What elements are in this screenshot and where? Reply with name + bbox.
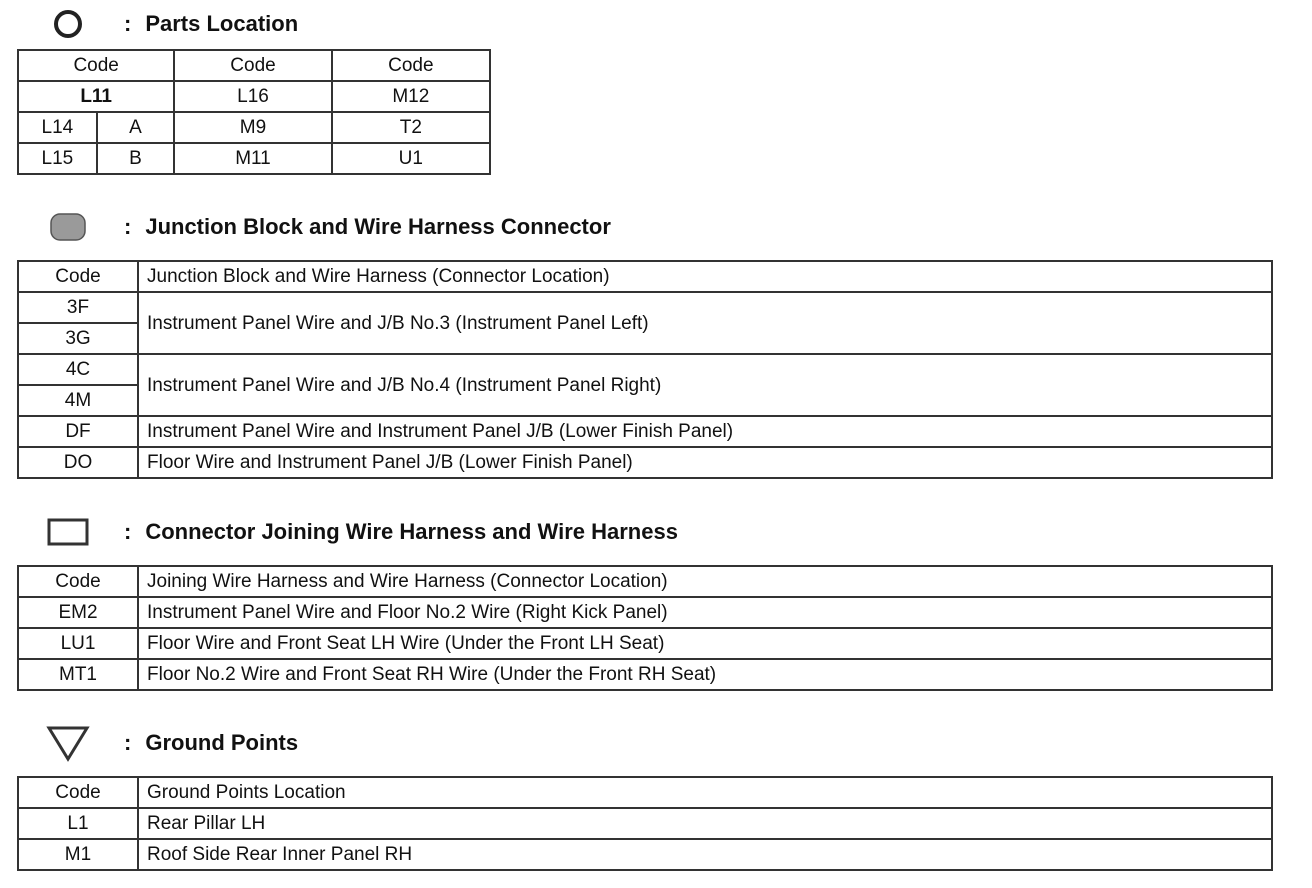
code-cell: 3F [18, 292, 138, 323]
code-cell: M11 [174, 143, 331, 174]
table-row [18, 839, 1272, 870]
table-header-row [18, 261, 1272, 292]
header-code-cell: Code [18, 261, 138, 292]
code-cell: L16 [174, 81, 331, 112]
parts-location-heading [40, 7, 298, 41]
code-cell: 4C [18, 354, 138, 385]
ground-points-heading [40, 726, 298, 760]
header-cell: Code [332, 50, 490, 81]
table-row [18, 416, 1272, 447]
code-cell: U1 [332, 143, 490, 174]
connector-joining-table [17, 565, 1273, 691]
junction-block-heading [40, 210, 611, 244]
colon: : [124, 730, 132, 755]
desc-cell: Instrument Panel Wire and Floor No.2 Wire (Right Kick Panel) [138, 597, 1272, 628]
table-row [18, 628, 1272, 659]
header-desc-cell: Junction Block and Wire Harness (Connector Location) [138, 261, 1272, 292]
code-cell: EM2 [18, 597, 138, 628]
code-cell: L1 [18, 808, 138, 839]
desc-cell: Instrument Panel Wire and Instrument Panel J/B (Lower Finish Panel) [138, 416, 1272, 447]
desc-cell: Instrument Panel Wire and J/B No.4 (Instrument Panel Right) [138, 354, 1272, 416]
section-title: Connector Joining Wire Harness and Wire Harness [145, 519, 678, 544]
header-desc-cell: Joining Wire Harness and Wire Harness (Connector Location) [138, 566, 1272, 597]
ground-points-table [17, 776, 1273, 871]
table-header-row [18, 777, 1272, 808]
shaded-rounded-rect-icon [40, 210, 96, 244]
desc-cell: Floor No.2 Wire and Front Seat RH Wire (Under the Front RH Seat) [138, 659, 1272, 690]
circle-icon [40, 7, 96, 41]
table-row [18, 292, 1272, 323]
table-row [18, 597, 1272, 628]
colon: : [124, 11, 132, 36]
header-cell: Code [174, 50, 331, 81]
desc-cell: Floor Wire and Instrument Panel J/B (Lower Finish Panel) [138, 447, 1272, 478]
code-cell: MT1 [18, 659, 138, 690]
desc-cell: Roof Side Rear Inner Panel RH [138, 839, 1272, 870]
colon: : [124, 214, 132, 239]
table-row [18, 112, 490, 143]
parts-location-table [17, 49, 491, 175]
code-cell: L11 [18, 81, 174, 112]
junction-block-table [17, 260, 1273, 479]
header-code-cell: Code [18, 566, 138, 597]
rectangle-icon [40, 515, 96, 549]
code-cell: T2 [332, 112, 490, 143]
table-header-row [18, 50, 490, 81]
code-cell: M1 [18, 839, 138, 870]
section-title: Parts Location [145, 11, 299, 36]
code-cell: M12 [332, 81, 490, 112]
table-row [18, 354, 1272, 385]
table-row [18, 143, 490, 174]
desc-cell: Floor Wire and Front Seat LH Wire (Under the Front LH Seat) [138, 628, 1272, 659]
table-row [18, 447, 1272, 478]
code-cell: M9 [174, 112, 331, 143]
code-cell: B [97, 143, 175, 174]
code-cell: A [97, 112, 175, 143]
code-cell: L14 [18, 112, 97, 143]
table-row [18, 81, 490, 112]
code-cell: 4M [18, 385, 138, 416]
header-cell: Code [18, 50, 174, 81]
table-header-row [18, 566, 1272, 597]
section-title: Junction Block and Wire Harness Connector [145, 214, 611, 239]
inverted-triangle-icon [40, 726, 96, 760]
desc-cell: Rear Pillar LH [138, 808, 1272, 839]
code-cell: 3G [18, 323, 138, 354]
connector-joining-heading [40, 515, 678, 549]
table-row [18, 808, 1272, 839]
code-cell: DO [18, 447, 138, 478]
header-desc-cell: Ground Points Location [138, 777, 1272, 808]
code-cell: LU1 [18, 628, 138, 659]
section-title: Ground Points [145, 730, 299, 755]
colon: : [124, 519, 132, 544]
code-cell: L15 [18, 143, 97, 174]
code-cell: DF [18, 416, 138, 447]
table-row [18, 659, 1272, 690]
header-code-cell: Code [18, 777, 138, 808]
desc-cell: Instrument Panel Wire and J/B No.3 (Instrument Panel Left) [138, 292, 1272, 354]
